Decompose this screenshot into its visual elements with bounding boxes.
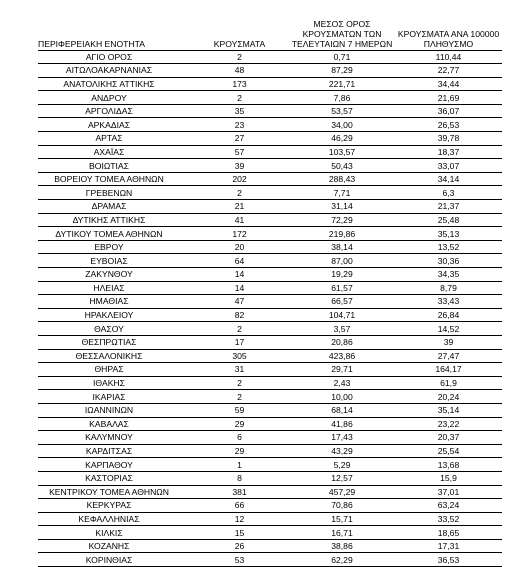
regional-unit-cell: ΗΡΑΚΛΕΙΟΥ: [38, 308, 190, 322]
header-cases-per-100k: ΚΡΟΥΣΜΑΤΑ ΑΝΑ 100000 ΠΛΗΘΥΣΜΟ: [395, 10, 502, 50]
cases-cell: 57: [190, 145, 289, 159]
regional-unit-cell: ΔΡΑΜΑΣ: [38, 200, 190, 214]
regional-unit-cell: ΑΓΙΟ ΟΡΟΣ: [38, 50, 190, 64]
table-row: [38, 390, 502, 404]
table-row: [38, 254, 502, 268]
table-row: [38, 104, 502, 118]
regional-unit-cell: ΑΝΑΤΟΛΙΚΗΣ ΑΤΤΙΚΗΣ: [38, 77, 190, 91]
cases-cell: 2: [190, 186, 289, 200]
average-cell: 70,86: [289, 499, 395, 513]
per-100k-cell: 18,37: [395, 145, 502, 159]
table-row: [38, 240, 502, 254]
table-row: [38, 64, 502, 78]
average-cell: 104,71: [289, 308, 395, 322]
average-cell: 19,29: [289, 268, 395, 282]
regional-unit-cell: ΚΕΝΤΡΙΚΟΥ ΤΟΜΕΑ ΑΘΗΝΩΝ: [38, 485, 190, 499]
per-100k-cell: 33,07: [395, 159, 502, 173]
per-100k-cell: 20,37: [395, 431, 502, 445]
table-row: [38, 363, 502, 377]
per-100k-cell: 39,78: [395, 132, 502, 146]
cases-cell: 39: [190, 159, 289, 173]
average-cell: 7,71: [289, 186, 395, 200]
per-100k-cell: 25,48: [395, 213, 502, 227]
cases-cell: 20: [190, 240, 289, 254]
cases-cell: 29: [190, 444, 289, 458]
average-cell: 7,86: [289, 91, 395, 105]
average-cell: 221,71: [289, 77, 395, 91]
regional-unit-cell: ΚΙΛΚΙΣ: [38, 526, 190, 540]
per-100k-cell: 61,9: [395, 376, 502, 390]
per-100k-cell: 17,31: [395, 539, 502, 553]
cases-cell: 202: [190, 172, 289, 186]
average-cell: 46,29: [289, 132, 395, 146]
cases-cell: 14: [190, 268, 289, 282]
table-row: [38, 200, 502, 214]
per-100k-cell: 39: [395, 335, 502, 349]
regional-unit-cell: ΔΥΤΙΚΗΣ ΑΤΤΙΚΗΣ: [38, 213, 190, 227]
average-cell: 68,14: [289, 403, 395, 417]
cases-cell: 2: [190, 322, 289, 336]
per-100k-cell: 20,24: [395, 390, 502, 404]
per-100k-cell: 21,69: [395, 91, 502, 105]
average-cell: 423,86: [289, 349, 395, 363]
regional-unit-cell: ΑΡΓΟΛΙΔΑΣ: [38, 104, 190, 118]
cases-cell: 82: [190, 308, 289, 322]
average-cell: 41,86: [289, 417, 395, 431]
average-cell: 87,00: [289, 254, 395, 268]
per-100k-cell: 37,01: [395, 485, 502, 499]
per-100k-cell: 36,07: [395, 104, 502, 118]
regional-unit-cell: ΚΕΡΚΥΡΑΣ: [38, 499, 190, 513]
cases-cell: 41: [190, 213, 289, 227]
regional-unit-cell: ΚΑΡΔΙΤΣΑΣ: [38, 444, 190, 458]
cases-cell: 1: [190, 458, 289, 472]
cases-cell: 64: [190, 254, 289, 268]
table-header: [38, 10, 502, 50]
cases-cell: 27: [190, 132, 289, 146]
cases-cell: 53: [190, 553, 289, 567]
header-cases: ΚΡΟΥΣΜΑΤΑ: [190, 10, 289, 50]
per-100k-cell: 26,84: [395, 308, 502, 322]
average-cell: 3,57: [289, 322, 395, 336]
table-row: [38, 403, 502, 417]
per-100k-cell: 34,44: [395, 77, 502, 91]
regional-unit-cell: ΖΑΚΥΝΘΟΥ: [38, 268, 190, 282]
average-cell: 20,86: [289, 335, 395, 349]
per-100k-cell: 30,36: [395, 254, 502, 268]
table-row: [38, 159, 502, 173]
cases-cell: 6: [190, 431, 289, 445]
cases-table: [38, 10, 502, 567]
average-cell: 38,14: [289, 240, 395, 254]
per-100k-cell: 22,77: [395, 64, 502, 78]
per-100k-cell: 13,68: [395, 458, 502, 472]
per-100k-cell: 26,53: [395, 118, 502, 132]
regional-unit-cell: ΚΑΣΤΟΡΙΑΣ: [38, 471, 190, 485]
average-cell: 219,86: [289, 227, 395, 241]
regional-unit-cell: ΙΘΑΚΗΣ: [38, 376, 190, 390]
per-100k-cell: 35,14: [395, 403, 502, 417]
per-100k-cell: 14,52: [395, 322, 502, 336]
per-100k-cell: 8,79: [395, 281, 502, 295]
regional-unit-cell: ΑΡΚΑΔΙΑΣ: [38, 118, 190, 132]
average-cell: 288,43: [289, 172, 395, 186]
table-row: [38, 349, 502, 363]
table-row: [38, 77, 502, 91]
per-100k-cell: 36,53: [395, 553, 502, 567]
table-row: [38, 91, 502, 105]
cases-cell: 2: [190, 376, 289, 390]
cases-cell: 14: [190, 281, 289, 295]
table-row: [38, 308, 502, 322]
per-100k-cell: 18,65: [395, 526, 502, 540]
per-100k-cell: 21,37: [395, 200, 502, 214]
table-row: [38, 281, 502, 295]
average-cell: 62,29: [289, 553, 395, 567]
average-cell: 103,57: [289, 145, 395, 159]
cases-cell: 15: [190, 526, 289, 540]
regional-unit-cell: ΑΙΤΩΛΟΑΚΑΡΝΑΝΙΑΣ: [38, 64, 190, 78]
table-row: [38, 322, 502, 336]
table-row: [38, 553, 502, 567]
average-cell: 29,71: [289, 363, 395, 377]
average-cell: 0,71: [289, 50, 395, 64]
cases-cell: 2: [190, 390, 289, 404]
cases-cell: 59: [190, 403, 289, 417]
per-100k-cell: 23,22: [395, 417, 502, 431]
average-cell: 5,29: [289, 458, 395, 472]
header-row: [38, 10, 502, 50]
regional-unit-cell: ΔΥΤΙΚΟΥ ΤΟΜΕΑ ΑΘΗΝΩΝ: [38, 227, 190, 241]
average-cell: 457,29: [289, 485, 395, 499]
cases-cell: 26: [190, 539, 289, 553]
regional-unit-cell: ΘΑΣΟΥ: [38, 322, 190, 336]
per-100k-cell: 15,9: [395, 471, 502, 485]
regional-unit-cell: ΙΩΑΝΝΙΝΩΝ: [38, 403, 190, 417]
average-cell: 50,43: [289, 159, 395, 173]
regional-unit-cell: ΚΑΛΥΜΝΟΥ: [38, 431, 190, 445]
per-100k-cell: 35,13: [395, 227, 502, 241]
table-row: [38, 172, 502, 186]
table-row: [38, 335, 502, 349]
average-cell: 15,71: [289, 512, 395, 526]
average-cell: 16,71: [289, 526, 395, 540]
regional-unit-cell: ΗΛΕΙΑΣ: [38, 281, 190, 295]
header-7day-average: ΜΕΣΟΣ ΟΡΟΣ ΚΡΟΥΣΜΑΤΩΝ ΤΩΝ ΤΕΛΕΥΤΑΙΩΝ 7 ΗΜΕΡΩΝ: [289, 10, 395, 50]
table-row: [38, 186, 502, 200]
table-row: [38, 132, 502, 146]
regional-unit-cell: ΚΟΡΙΝΘΙΑΣ: [38, 553, 190, 567]
average-cell: 53,57: [289, 104, 395, 118]
table-row: [38, 417, 502, 431]
average-cell: 10,00: [289, 390, 395, 404]
table-row: [38, 499, 502, 513]
regional-unit-cell: ΓΡΕΒΕΝΩΝ: [38, 186, 190, 200]
cases-cell: 17: [190, 335, 289, 349]
table-row: [38, 227, 502, 241]
table-row: [38, 458, 502, 472]
average-cell: 31,14: [289, 200, 395, 214]
regional-unit-cell: ΗΜΑΘΙΑΣ: [38, 295, 190, 309]
regional-unit-cell: ΘΕΣΠΡΩΤΙΑΣ: [38, 335, 190, 349]
regional-unit-cell: ΙΚΑΡΙΑΣ: [38, 390, 190, 404]
average-cell: 12,57: [289, 471, 395, 485]
header-regional-unit: ΠΕΡΙΦΕΡΕΙΑΚΗ ΕΝΟΤΗΤΑ: [38, 10, 190, 50]
cases-cell: 66: [190, 499, 289, 513]
table-row: [38, 431, 502, 445]
regional-unit-cell: ΕΒΡΟΥ: [38, 240, 190, 254]
table-row: [38, 539, 502, 553]
average-cell: 38,86: [289, 539, 395, 553]
per-100k-cell: 34,14: [395, 172, 502, 186]
table-row: [38, 471, 502, 485]
per-100k-cell: 27,47: [395, 349, 502, 363]
average-cell: 2,43: [289, 376, 395, 390]
table-row: [38, 50, 502, 64]
per-100k-cell: 33,43: [395, 295, 502, 309]
table-row: [38, 444, 502, 458]
regional-unit-cell: ΚΕΦΑΛΛΗΝΙΑΣ: [38, 512, 190, 526]
table-row: [38, 485, 502, 499]
table-row: [38, 295, 502, 309]
per-100k-cell: 6,3: [395, 186, 502, 200]
table-row: [38, 213, 502, 227]
average-cell: 87,29: [289, 64, 395, 78]
regional-unit-cell: ΘΕΣΣΑΛΟΝΙΚΗΣ: [38, 349, 190, 363]
average-cell: 17,43: [289, 431, 395, 445]
cases-cell: 29: [190, 417, 289, 431]
cases-cell: 2: [190, 91, 289, 105]
regional-unit-cell: ΚΑΡΠΑΘΟΥ: [38, 458, 190, 472]
cases-cell: 31: [190, 363, 289, 377]
cases-cell: 8: [190, 471, 289, 485]
cases-cell: 35: [190, 104, 289, 118]
average-cell: 43,29: [289, 444, 395, 458]
regional-unit-cell: ΚΟΖΑΝΗΣ: [38, 539, 190, 553]
table-row: [38, 118, 502, 132]
average-cell: 66,57: [289, 295, 395, 309]
per-100k-cell: 110,44: [395, 50, 502, 64]
cases-cell: 173: [190, 77, 289, 91]
per-100k-cell: 34,35: [395, 268, 502, 282]
cases-cell: 172: [190, 227, 289, 241]
cases-cell: 381: [190, 485, 289, 499]
per-100k-cell: 13,52: [395, 240, 502, 254]
cases-cell: 305: [190, 349, 289, 363]
table-body: [38, 50, 502, 567]
cases-cell: 23: [190, 118, 289, 132]
table-row: [38, 268, 502, 282]
per-100k-cell: 25,54: [395, 444, 502, 458]
table-row: [38, 145, 502, 159]
per-100k-cell: 33,52: [395, 512, 502, 526]
table-row: [38, 376, 502, 390]
per-100k-cell: 63,24: [395, 499, 502, 513]
cases-cell: 47: [190, 295, 289, 309]
average-cell: 61,57: [289, 281, 395, 295]
regional-unit-cell: ΑΝΔΡΟΥ: [38, 91, 190, 105]
regional-unit-cell: ΑΧΑΪΑΣ: [38, 145, 190, 159]
table-row: [38, 512, 502, 526]
cases-cell: 21: [190, 200, 289, 214]
cases-cell: 12: [190, 512, 289, 526]
regional-unit-cell: ΚΑΒΑΛΑΣ: [38, 417, 190, 431]
regional-unit-cell: ΕΥΒΟΙΑΣ: [38, 254, 190, 268]
regional-unit-cell: ΒΟΡΕΙΟΥ ΤΟΜΕΑ ΑΘΗΝΩΝ: [38, 172, 190, 186]
per-100k-cell: 164,17: [395, 363, 502, 377]
regional-unit-cell: ΑΡΤΑΣ: [38, 132, 190, 146]
average-cell: 72,29: [289, 213, 395, 227]
cases-cell: 48: [190, 64, 289, 78]
average-cell: 34,00: [289, 118, 395, 132]
regional-unit-cell: ΒΟΙΩΤΙΑΣ: [38, 159, 190, 173]
regional-unit-cell: ΘΗΡΑΣ: [38, 363, 190, 377]
cases-cell: 2: [190, 50, 289, 64]
